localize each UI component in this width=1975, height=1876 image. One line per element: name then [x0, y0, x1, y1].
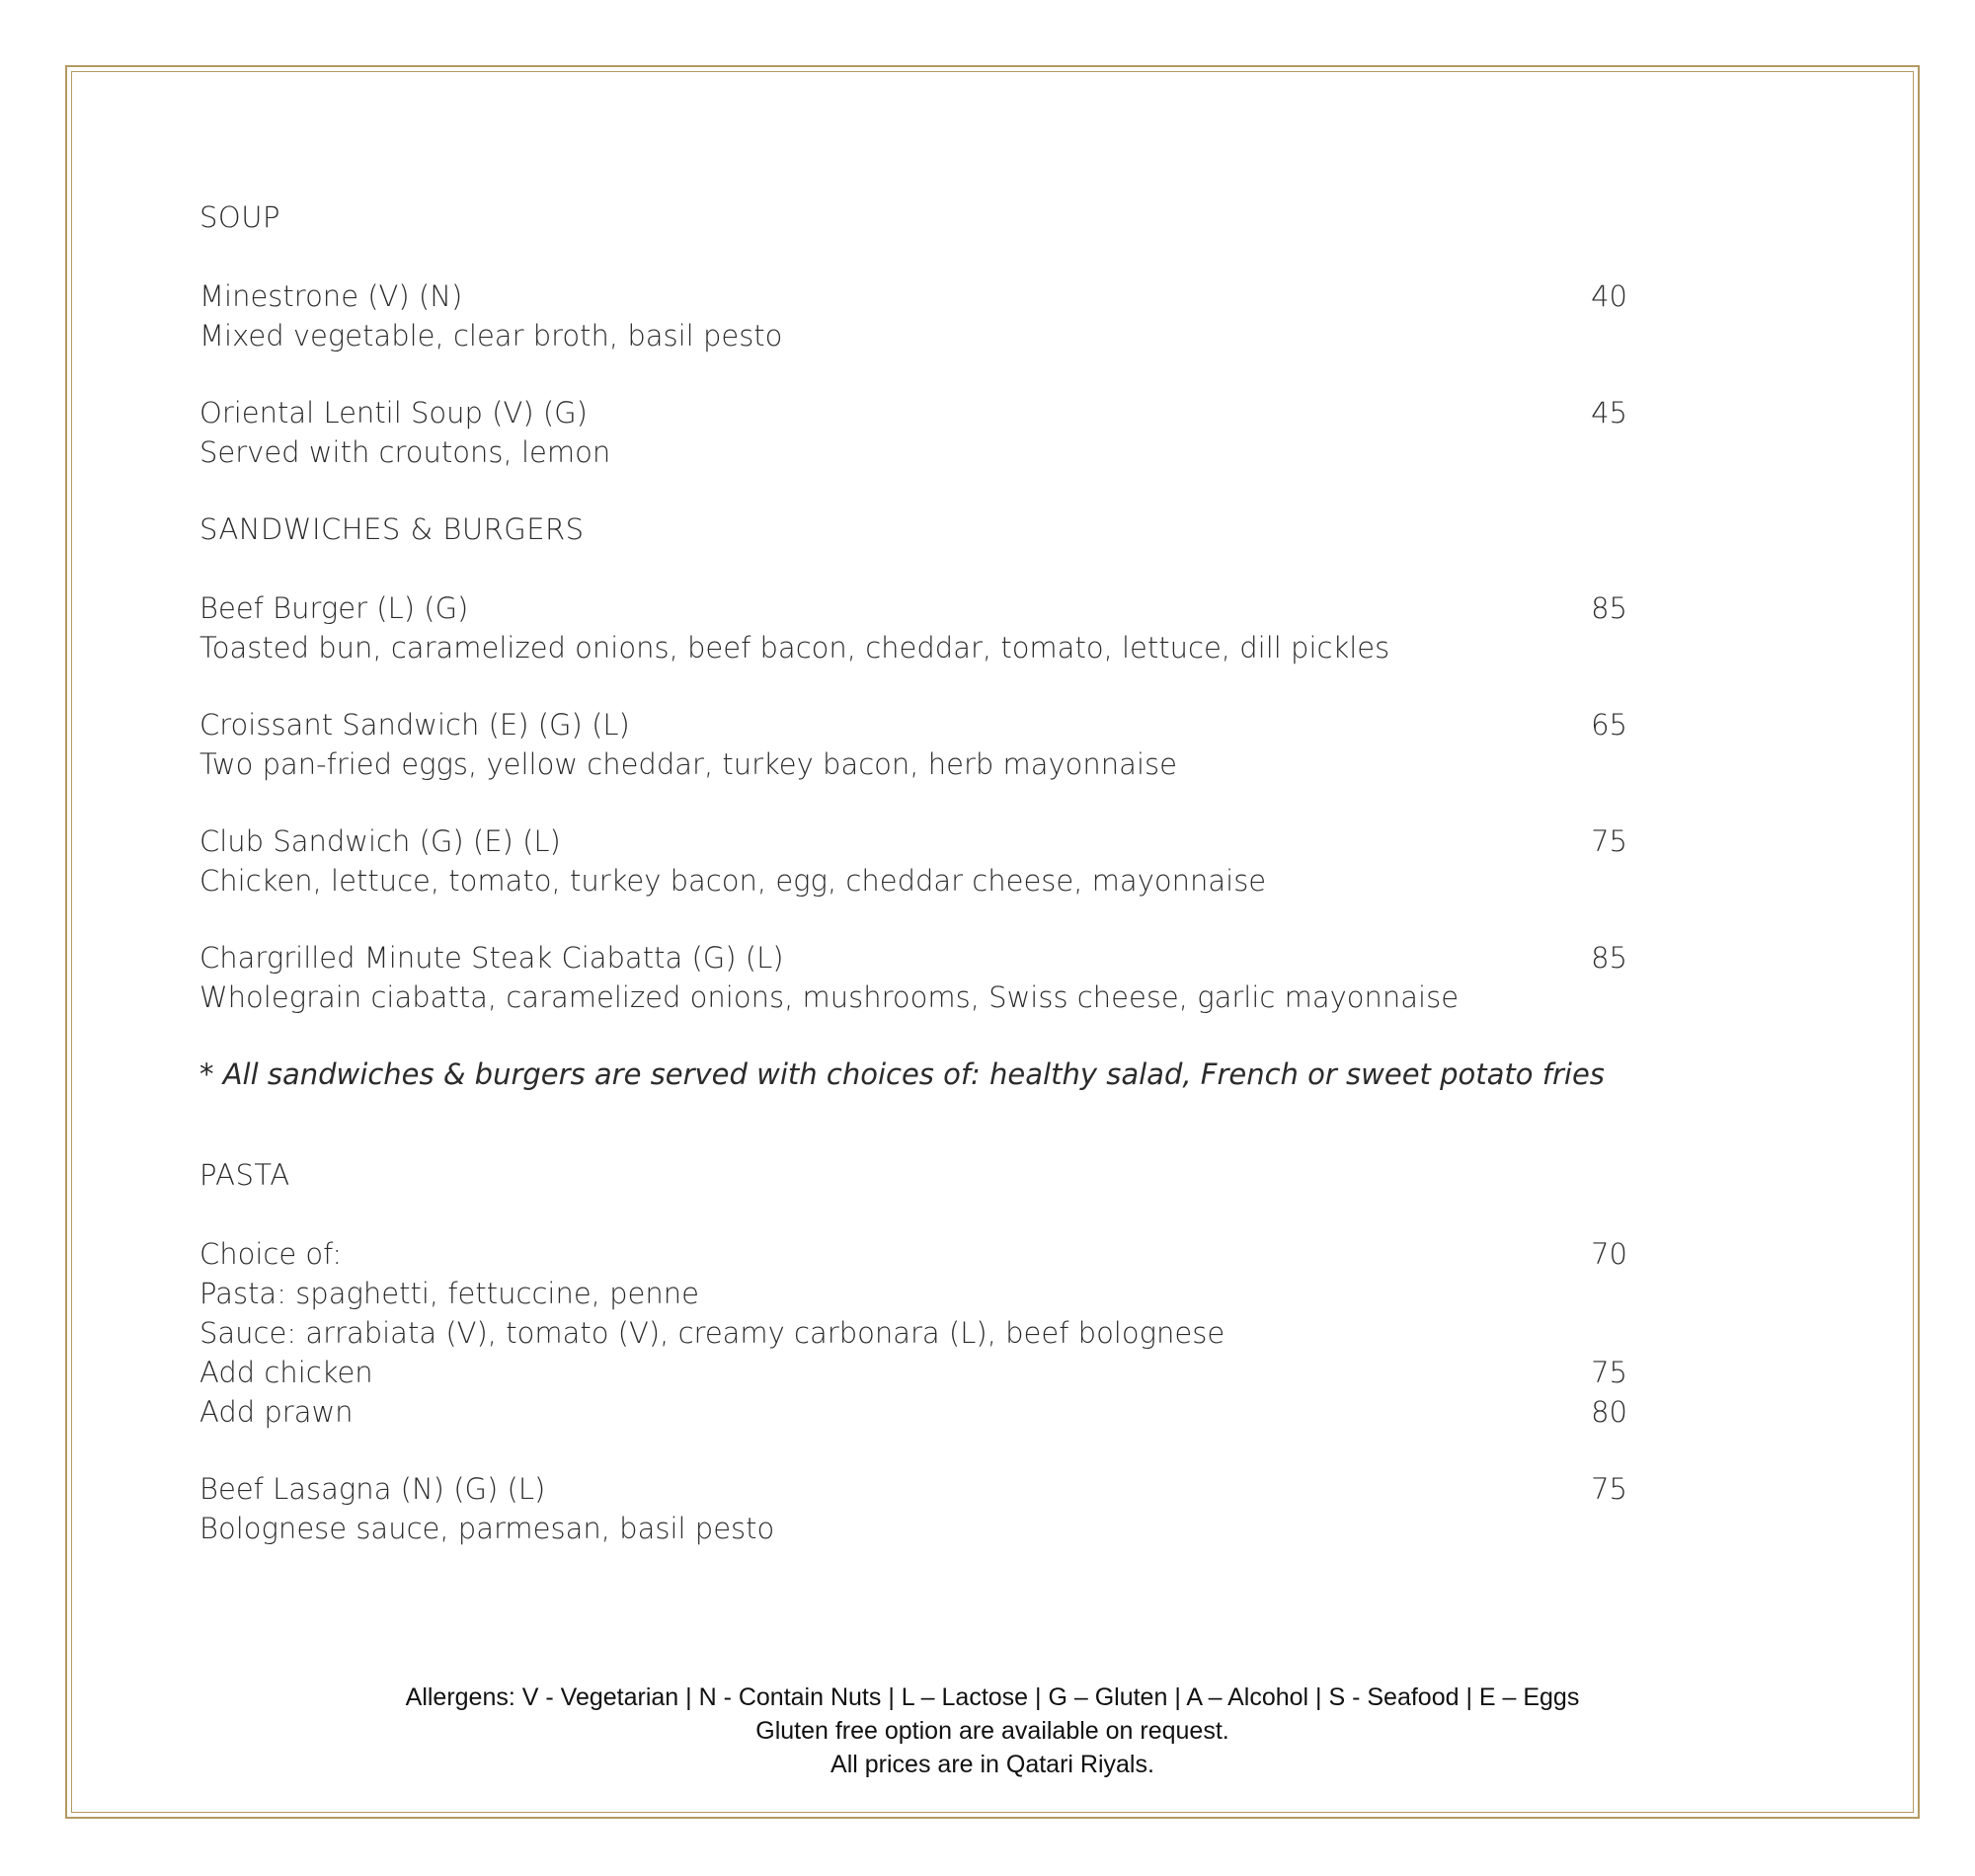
section-title-pasta: PASTA — [199, 1158, 290, 1192]
menu-item-club-sandwich — [199, 821, 1627, 900]
sauce-options: Sauce: arrabiata (V), tomato (V), creamy carbonara (L), beef bolognese — [199, 1316, 1225, 1350]
soup-section — [199, 197, 1627, 472]
sandwiches-note: * All sandwiches & burgers are served with choices of: healthy salad, French or sweet potato fries — [199, 1057, 1605, 1091]
item-price: 85 — [1591, 941, 1627, 975]
menu-item-lentil-soup — [199, 393, 1627, 472]
item-name: Chargrilled Minute Steak Ciabatta (G) (L) — [199, 941, 784, 975]
item-name: Beef Lasagna (N) (G) (L) — [199, 1472, 546, 1506]
section-title-sandwiches: SANDWICHES & BURGERS — [199, 512, 585, 546]
item-name: Croissant Sandwich (E) (G) (L) — [199, 708, 630, 742]
item-price: 65 — [1591, 708, 1627, 742]
menu-item-croissant-sandwich — [199, 705, 1627, 784]
item-name: Oriental Lentil Soup (V) (G) — [199, 396, 588, 430]
item-name: Beef Burger (L) (G) — [199, 591, 469, 625]
item-price: 45 — [1591, 396, 1627, 430]
add-prawn-price: 80 — [1591, 1395, 1627, 1429]
menu-item-pasta-choice — [199, 1234, 1627, 1432]
item-price: 75 — [1591, 824, 1627, 858]
item-name: Choice of: — [199, 1237, 343, 1271]
pasta-options: Pasta: spaghetti, fettuccine, penne — [199, 1277, 699, 1310]
item-name: Club Sandwich (G) (E) (L) — [199, 824, 561, 858]
item-description: Served with croutons, lemon — [199, 435, 611, 469]
item-description: Two pan-fried eggs, yellow cheddar, turkey bacon, herb mayonnaise — [199, 747, 1177, 781]
add-chicken-label: Add chicken — [199, 1356, 373, 1389]
item-price: 40 — [1591, 279, 1627, 313]
add-prawn-label: Add prawn — [199, 1395, 354, 1429]
item-description: Mixed vegetable, clear broth, basil pesto — [199, 319, 783, 352]
item-price: 85 — [1591, 591, 1627, 625]
item-description: Wholegrain ciabatta, caramelized onions, mushrooms, Swiss cheese, garlic mayonnaise — [199, 980, 1460, 1014]
menu-footer — [65, 1681, 1920, 1781]
item-name: Minestrone (V) (N) — [199, 279, 463, 313]
item-description: Bolognese sauce, parmesan, basil pesto — [199, 1512, 775, 1545]
menu-item-steak-ciabatta — [199, 938, 1627, 1017]
add-chicken-price: 75 — [1591, 1356, 1627, 1389]
gluten-free-note: Gluten free option are available on request. — [755, 1717, 1229, 1745]
menu-item-beef-lasagna — [199, 1469, 1627, 1548]
item-description: Toasted bun, caramelized onions, beef bacon, cheddar, tomato, lettuce, dill pickles — [199, 631, 1390, 664]
pasta-section — [199, 1155, 1627, 1548]
menu-content — [199, 197, 1627, 1548]
currency-note: All prices are in Qatari Riyals. — [830, 1751, 1154, 1778]
item-price: 75 — [1591, 1472, 1627, 1506]
menu-item-beef-burger — [199, 588, 1627, 667]
menu-item-minestrone — [199, 276, 1627, 355]
sandwiches-section — [199, 509, 1627, 1094]
allergens-legend: Allergens: V - Vegetarian | N - Contain Nuts | L – Lactose | G – Gluten | A – Alcohol | S - Seafood | E – Eggs — [405, 1683, 1580, 1711]
item-price: 70 — [1591, 1237, 1627, 1271]
section-title-soup: SOUP — [199, 200, 280, 234]
item-description: Chicken, lettuce, tomato, turkey bacon, egg, cheddar cheese, mayonnaise — [199, 864, 1267, 898]
